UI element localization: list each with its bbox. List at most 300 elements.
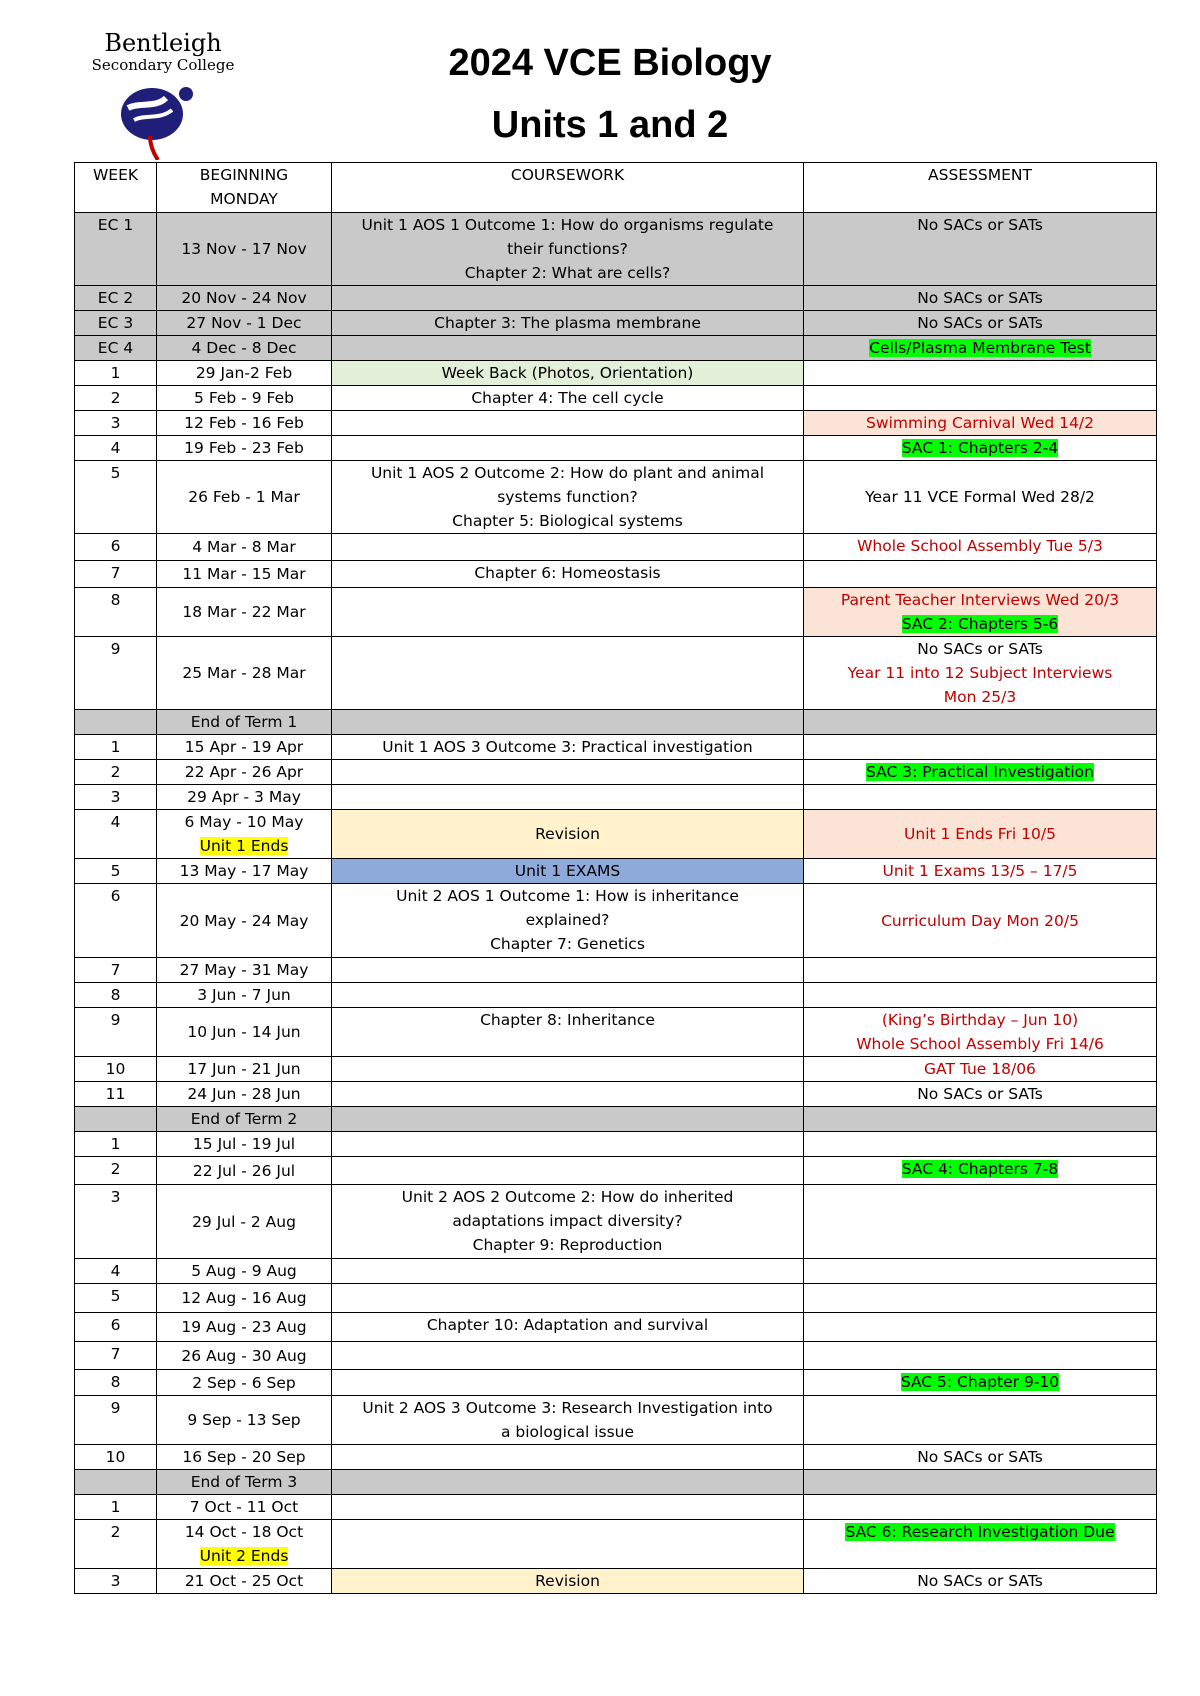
assessment-line: Whole School Assembly Tue 5/3 — [857, 537, 1103, 555]
date-cell — [157, 810, 332, 859]
table-row — [75, 1185, 1157, 1259]
coursework-cell — [332, 810, 804, 859]
date-cell — [157, 286, 332, 311]
date-cell — [157, 461, 332, 534]
week-cell: 5 — [75, 1284, 157, 1313]
date-range: 18 Mar - 22 Mar — [182, 603, 306, 621]
date-range: 14 Oct - 18 Oct — [184, 1523, 304, 1541]
table-row — [75, 436, 1157, 461]
week-cell: 10 — [75, 1445, 157, 1470]
assessment-cell — [804, 637, 1157, 710]
week-cell: 2 — [75, 386, 157, 411]
date-cell — [157, 1157, 332, 1185]
week-cell: 4 — [75, 436, 157, 461]
assessment-cell — [804, 1157, 1157, 1185]
date-cell — [157, 411, 332, 436]
table-row — [75, 461, 1157, 534]
coursework-cell — [332, 213, 804, 286]
week-cell: 2 — [75, 760, 157, 785]
coursework-cell — [332, 1057, 804, 1082]
unit-ends-note: Unit 2 Ends — [199, 1547, 289, 1565]
coursework-line: Chapter 10: Adaptation and survival — [426, 1316, 709, 1334]
coursework-cell — [332, 735, 804, 760]
date-cell — [157, 1185, 332, 1259]
unit-ends-note: Unit 1 Ends — [199, 837, 289, 855]
assessment-cell — [804, 1107, 1157, 1132]
school-logo — [78, 30, 268, 160]
week-cell: 10 — [75, 1057, 157, 1082]
date-cell — [157, 1284, 332, 1313]
header-beginning: BEGINNING — [199, 166, 289, 184]
coursework-cell — [332, 1445, 804, 1470]
coursework-cell — [332, 1259, 804, 1284]
assessment-cell — [804, 1396, 1157, 1445]
assessment-cell — [804, 710, 1157, 735]
coursework-line: Unit 1 AOS 1 Outcome 1: How do organisms regulate — [361, 216, 774, 234]
date-cell — [157, 1342, 332, 1370]
date-range: 22 Jul - 26 Jul — [192, 1161, 296, 1180]
coursework-cell — [332, 1107, 804, 1132]
table-row — [75, 1132, 1157, 1157]
assessment-cell — [804, 213, 1157, 286]
table-row — [75, 710, 1157, 735]
date-range: 22 Apr - 26 Apr — [184, 763, 304, 781]
coursework-line: Revision — [535, 1572, 600, 1590]
date-cell — [157, 1082, 332, 1107]
week-cell: 11 — [75, 1082, 157, 1107]
week-cell: 9 — [75, 1008, 157, 1057]
table-row — [75, 1342, 1157, 1370]
date-range: 29 Jul - 2 Aug — [192, 1212, 296, 1231]
date-cell — [157, 1132, 332, 1157]
table-row — [75, 884, 1157, 958]
week-cell: 7 — [75, 561, 157, 588]
coursework-line: Chapter 5: Biological systems — [452, 512, 683, 530]
week-cell: 8 — [75, 983, 157, 1008]
date-range: 10 Jun - 14 Jun — [187, 1023, 301, 1041]
date-cell — [157, 1370, 332, 1396]
week-cell: 7 — [75, 958, 157, 983]
coursework-cell — [332, 1342, 804, 1370]
date-range: 9 Sep - 13 Sep — [187, 1411, 301, 1429]
coursework-cell — [332, 785, 804, 810]
table-row — [75, 1396, 1157, 1445]
week-cell: 6 — [75, 1313, 157, 1342]
date-cell — [157, 1445, 332, 1470]
assessment-line: SAC 2: Chapters 5-6 — [901, 615, 1059, 633]
assessment-cell — [804, 859, 1157, 884]
coursework-line: Chapter 6: Homeostasis — [474, 564, 661, 582]
coursework-cell — [332, 983, 804, 1008]
date-range: 6 May - 10 May — [184, 813, 304, 831]
coursework-cell — [332, 710, 804, 735]
assessment-line: No SACs or SATs — [917, 314, 1043, 332]
table-row — [75, 958, 1157, 983]
date-cell — [157, 386, 332, 411]
assessment-cell — [804, 810, 1157, 859]
coursework-line: Chapter 2: What are cells? — [464, 264, 671, 282]
date-range: 15 Jul - 19 Jul — [192, 1135, 296, 1153]
date-cell — [157, 534, 332, 561]
assessment-line: No SACs or SATs — [917, 1085, 1043, 1103]
coursework-cell — [332, 461, 804, 534]
coursework-line: Week Back (Photos, Orientation) — [441, 364, 694, 382]
assessment-line: SAC 1: Chapters 2-4 — [901, 439, 1059, 457]
table-row — [75, 1259, 1157, 1284]
table-row — [75, 311, 1157, 336]
week-cell: 7 — [75, 1342, 157, 1370]
table-row — [75, 213, 1157, 286]
coursework-cell — [332, 311, 804, 336]
week-cell: 1 — [75, 361, 157, 386]
coursework-line: Chapter 9: Reproduction — [472, 1236, 663, 1254]
assessment-line: SAC 4: Chapters 7-8 — [901, 1160, 1059, 1178]
week-cell: 2 — [75, 1157, 157, 1185]
table-row — [75, 1057, 1157, 1082]
schedule-table — [74, 162, 1157, 1594]
coursework-line: Unit 2 AOS 1 Outcome 1: How is inheritance — [396, 887, 739, 905]
coursework-cell — [332, 637, 804, 710]
week-cell: 6 — [75, 884, 157, 958]
table-row — [75, 561, 1157, 588]
table-row — [75, 1495, 1157, 1520]
date-range: 29 Jan-2 Feb — [195, 364, 293, 382]
assessment-line: Unit 1 Ends Fri 10/5 — [904, 825, 1056, 843]
date-range: 21 Oct - 25 Oct — [184, 1572, 304, 1590]
table-row — [75, 760, 1157, 785]
date-range: 17 Jun - 21 Jun — [187, 1060, 301, 1078]
coursework-line: Chapter 8: Inheritance — [480, 1011, 655, 1029]
date-range: 7 Oct - 11 Oct — [189, 1498, 299, 1516]
date-cell — [157, 1396, 332, 1445]
date-range: 26 Aug - 30 Aug — [181, 1346, 307, 1365]
date-range: 29 Apr - 3 May — [187, 788, 301, 806]
date-cell — [157, 1008, 332, 1057]
coursework-cell — [332, 1569, 804, 1594]
week-cell: 3 — [75, 785, 157, 810]
table-row — [75, 1470, 1157, 1495]
date-cell — [157, 1470, 332, 1495]
coursework-cell — [332, 1495, 804, 1520]
week-cell: 8 — [75, 588, 157, 637]
assessment-line: No SACs or SATs — [917, 1448, 1043, 1466]
table-row — [75, 637, 1157, 710]
week-cell: 1 — [75, 735, 157, 760]
date-cell — [157, 859, 332, 884]
assessment-line: Whole School Assembly Fri 14/6 — [856, 1035, 1104, 1053]
table-row — [75, 810, 1157, 859]
date-cell — [157, 1313, 332, 1342]
week-cell: EC 2 — [75, 286, 157, 311]
header-assessment: ASSESSMENT — [804, 163, 1157, 213]
assessment-cell — [804, 286, 1157, 311]
week-cell: 3 — [75, 411, 157, 436]
date-range: 5 Aug - 9 Aug — [191, 1262, 297, 1280]
date-cell — [157, 361, 332, 386]
coursework-cell — [332, 361, 804, 386]
coursework-cell — [332, 958, 804, 983]
coursework-cell — [332, 1132, 804, 1157]
coursework-line: Unit 2 AOS 2 Outcome 2: How do inherited — [401, 1188, 734, 1206]
coursework-cell — [332, 884, 804, 958]
assessment-cell — [804, 361, 1157, 386]
date-range: 13 Nov - 17 Nov — [181, 240, 307, 258]
date-cell — [157, 213, 332, 286]
date-cell — [157, 884, 332, 958]
week-cell — [75, 1107, 157, 1132]
table-row — [75, 1520, 1157, 1569]
date-range: 3 Jun - 7 Jun — [197, 986, 291, 1004]
table-row — [75, 1445, 1157, 1470]
coursework-cell — [332, 1157, 804, 1185]
assessment-cell — [804, 311, 1157, 336]
table-row — [75, 361, 1157, 386]
date-cell — [157, 735, 332, 760]
assessment-cell — [804, 1082, 1157, 1107]
assessment-cell — [804, 336, 1157, 361]
assessment-line: (King’s Birthday – Jun 10) — [881, 1011, 1079, 1029]
assessment-cell — [804, 785, 1157, 810]
assessment-cell — [804, 735, 1157, 760]
coursework-cell — [332, 1470, 804, 1495]
coursework-cell — [332, 561, 804, 588]
date-range: 11 Mar - 15 Mar — [182, 565, 306, 583]
date-range: 4 Mar - 8 Mar — [192, 538, 296, 556]
assessment-line: No SACs or SATs — [917, 640, 1043, 658]
assessment-cell — [804, 1495, 1157, 1520]
date-cell — [157, 311, 332, 336]
coursework-cell — [332, 1082, 804, 1107]
table-row — [75, 1284, 1157, 1313]
assessment-line: Unit 1 Exams 13/5 – 17/5 — [882, 862, 1078, 880]
assessment-cell — [804, 1284, 1157, 1313]
assessment-cell — [804, 1185, 1157, 1259]
table-row — [75, 1082, 1157, 1107]
week-cell: 4 — [75, 1259, 157, 1284]
week-cell: 6 — [75, 534, 157, 561]
assessment-cell — [804, 1470, 1157, 1495]
coursework-line: a biological issue — [500, 1423, 635, 1441]
date-cell — [157, 637, 332, 710]
assessment-line: Mon 25/3 — [943, 688, 1017, 706]
assessment-cell — [804, 461, 1157, 534]
week-cell: 9 — [75, 1396, 157, 1445]
assessment-cell — [804, 561, 1157, 588]
assessment-cell — [804, 411, 1157, 436]
coursework-cell — [332, 534, 804, 561]
coursework-cell — [332, 1185, 804, 1259]
assessment-line: Year 11 into 12 Subject Interviews — [847, 664, 1113, 682]
coursework-cell — [332, 760, 804, 785]
assessment-cell — [804, 436, 1157, 461]
date-range: 2 Sep - 6 Sep — [192, 1373, 296, 1392]
date-range: 5 Feb - 9 Feb — [194, 389, 294, 407]
week-cell — [75, 1470, 157, 1495]
coursework-line: adaptations impact diversity? — [452, 1212, 683, 1230]
assessment-cell — [804, 760, 1157, 785]
table-row — [75, 386, 1157, 411]
date-cell — [157, 1495, 332, 1520]
header-week: WEEK — [75, 163, 157, 213]
table-row — [75, 1569, 1157, 1594]
page-title: 2024 VCE Biology — [448, 42, 772, 84]
date-range: 15 Apr - 19 Apr — [184, 738, 304, 756]
coursework-cell — [332, 1520, 804, 1569]
coursework-cell — [332, 859, 804, 884]
coursework-line: Revision — [535, 825, 600, 843]
date-cell — [157, 1569, 332, 1594]
page-subtitle: Units 1 and 2 — [491, 104, 729, 146]
coursework-cell — [332, 286, 804, 311]
assessment-line: Curriculum Day Mon 20/5 — [881, 911, 1079, 930]
week-cell: EC 4 — [75, 336, 157, 361]
date-range: End of Term 3 — [190, 1473, 298, 1491]
date-cell — [157, 1057, 332, 1082]
coursework-cell — [332, 336, 804, 361]
table-row — [75, 588, 1157, 637]
assessment-line: Swimming Carnival Wed 14/2 — [866, 414, 1094, 432]
date-cell — [157, 1107, 332, 1132]
week-cell: 3 — [75, 1185, 157, 1259]
week-cell — [75, 710, 157, 735]
date-range: End of Term 1 — [190, 713, 298, 731]
table-row — [75, 534, 1157, 561]
table-header-row — [75, 163, 1157, 213]
table-row — [75, 1157, 1157, 1185]
week-cell: EC 1 — [75, 213, 157, 286]
date-cell — [157, 785, 332, 810]
assessment-cell — [804, 1313, 1157, 1342]
assessment-line: No SACs or SATs — [917, 216, 1043, 234]
week-cell: 5 — [75, 461, 157, 534]
school-emblem-icon — [116, 78, 206, 160]
header-beginning-monday — [157, 163, 332, 213]
week-cell: EC 3 — [75, 311, 157, 336]
coursework-cell — [332, 386, 804, 411]
date-range: 24 Jun - 28 Jun — [187, 1085, 301, 1103]
coursework-line: Unit 1 EXAMS — [514, 862, 621, 880]
assessment-cell — [804, 1445, 1157, 1470]
coursework-cell — [332, 1370, 804, 1396]
week-cell: 2 — [75, 1520, 157, 1569]
coursework-cell — [332, 1284, 804, 1313]
date-range: 16 Sep - 20 Sep — [182, 1448, 306, 1466]
assessment-line: No SACs or SATs — [917, 1572, 1043, 1590]
assessment-cell — [804, 1259, 1157, 1284]
date-cell — [157, 561, 332, 588]
date-cell — [157, 436, 332, 461]
date-range: 25 Mar - 28 Mar — [182, 664, 306, 682]
date-cell — [157, 1259, 332, 1284]
coursework-cell — [332, 411, 804, 436]
week-cell: 9 — [75, 637, 157, 710]
coursework-cell — [332, 1396, 804, 1445]
date-range: 4 Dec - 8 Dec — [191, 339, 297, 357]
week-cell: 1 — [75, 1495, 157, 1520]
date-cell — [157, 710, 332, 735]
assessment-cell — [804, 1520, 1157, 1569]
week-cell: 8 — [75, 1370, 157, 1396]
school-name: Bentleigh — [104, 29, 222, 57]
coursework-line: systems function? — [497, 488, 638, 506]
coursework-line: explained? — [525, 911, 610, 929]
coursework-cell — [332, 1008, 804, 1057]
coursework-line: Chapter 3: The plasma membrane — [434, 314, 701, 332]
assessment-cell — [804, 958, 1157, 983]
week-cell: 3 — [75, 1569, 157, 1594]
table-row — [75, 983, 1157, 1008]
assessment-cell — [804, 1008, 1157, 1057]
date-cell — [157, 983, 332, 1008]
coursework-line: Chapter 4: The cell cycle — [471, 389, 664, 407]
coursework-cell — [332, 436, 804, 461]
week-cell: 1 — [75, 1132, 157, 1157]
table-row — [75, 286, 1157, 311]
assessment-cell — [804, 1569, 1157, 1594]
assessment-cell — [804, 534, 1157, 561]
assessment-cell — [804, 1057, 1157, 1082]
date-range: 12 Aug - 16 Aug — [181, 1289, 307, 1307]
week-cell: 5 — [75, 859, 157, 884]
week-cell: 4 — [75, 810, 157, 859]
assessment-line: Cells/Plasma Membrane Test — [869, 339, 1091, 357]
coursework-cell — [332, 588, 804, 637]
date-cell — [157, 588, 332, 637]
coursework-line: Chapter 7: Genetics — [490, 935, 645, 953]
date-cell — [157, 760, 332, 785]
school-subtitle: Secondary College — [91, 56, 235, 74]
date-range: 20 May - 24 May — [179, 911, 309, 930]
date-range: 27 Nov - 1 Dec — [186, 314, 302, 332]
assessment-line: GAT Tue 18/06 — [924, 1060, 1036, 1078]
assessment-cell — [804, 983, 1157, 1008]
table-row — [75, 785, 1157, 810]
assessment-line: Year 11 VCE Formal Wed 28/2 — [865, 488, 1095, 506]
coursework-cell — [332, 1313, 804, 1342]
table-row — [75, 735, 1157, 760]
assessment-cell — [804, 1342, 1157, 1370]
date-cell — [157, 336, 332, 361]
date-range: 19 Aug - 23 Aug — [181, 1318, 307, 1336]
coursework-line: their functions? — [507, 240, 628, 258]
assessment-cell — [804, 1370, 1157, 1396]
date-range: End of Term 2 — [190, 1110, 298, 1128]
table-row — [75, 411, 1157, 436]
table-row — [75, 336, 1157, 361]
assessment-line: No SACs or SATs — [917, 289, 1043, 307]
date-range: 27 May - 31 May — [179, 961, 309, 979]
assessment-line: SAC 3: Practical Investigation — [866, 763, 1094, 781]
date-range: 13 May - 17 May — [179, 862, 309, 880]
date-cell — [157, 1520, 332, 1569]
date-range: 26 Feb - 1 Mar — [188, 488, 300, 506]
header-coursework: COURSEWORK — [332, 163, 804, 213]
assessment-cell — [804, 884, 1157, 958]
table-row — [75, 1107, 1157, 1132]
assessment-line: SAC 6: Research Investigation Due — [845, 1523, 1115, 1541]
assessment-cell — [804, 588, 1157, 637]
table-row — [75, 859, 1157, 884]
date-range: 20 Nov - 24 Nov — [181, 289, 307, 307]
assessment-line: Parent Teacher Interviews Wed 20/3 — [840, 591, 1120, 609]
date-range: 12 Feb - 16 Feb — [184, 414, 304, 432]
date-cell — [157, 958, 332, 983]
assessment-cell — [804, 1132, 1157, 1157]
coursework-line: Unit 1 AOS 2 Outcome 2: How do plant and animal — [370, 464, 765, 482]
table-row — [75, 1313, 1157, 1342]
date-range: 19 Feb - 23 Feb — [184, 439, 304, 457]
coursework-line: Unit 2 AOS 3 Outcome 3: Research Investigation into — [362, 1399, 773, 1417]
